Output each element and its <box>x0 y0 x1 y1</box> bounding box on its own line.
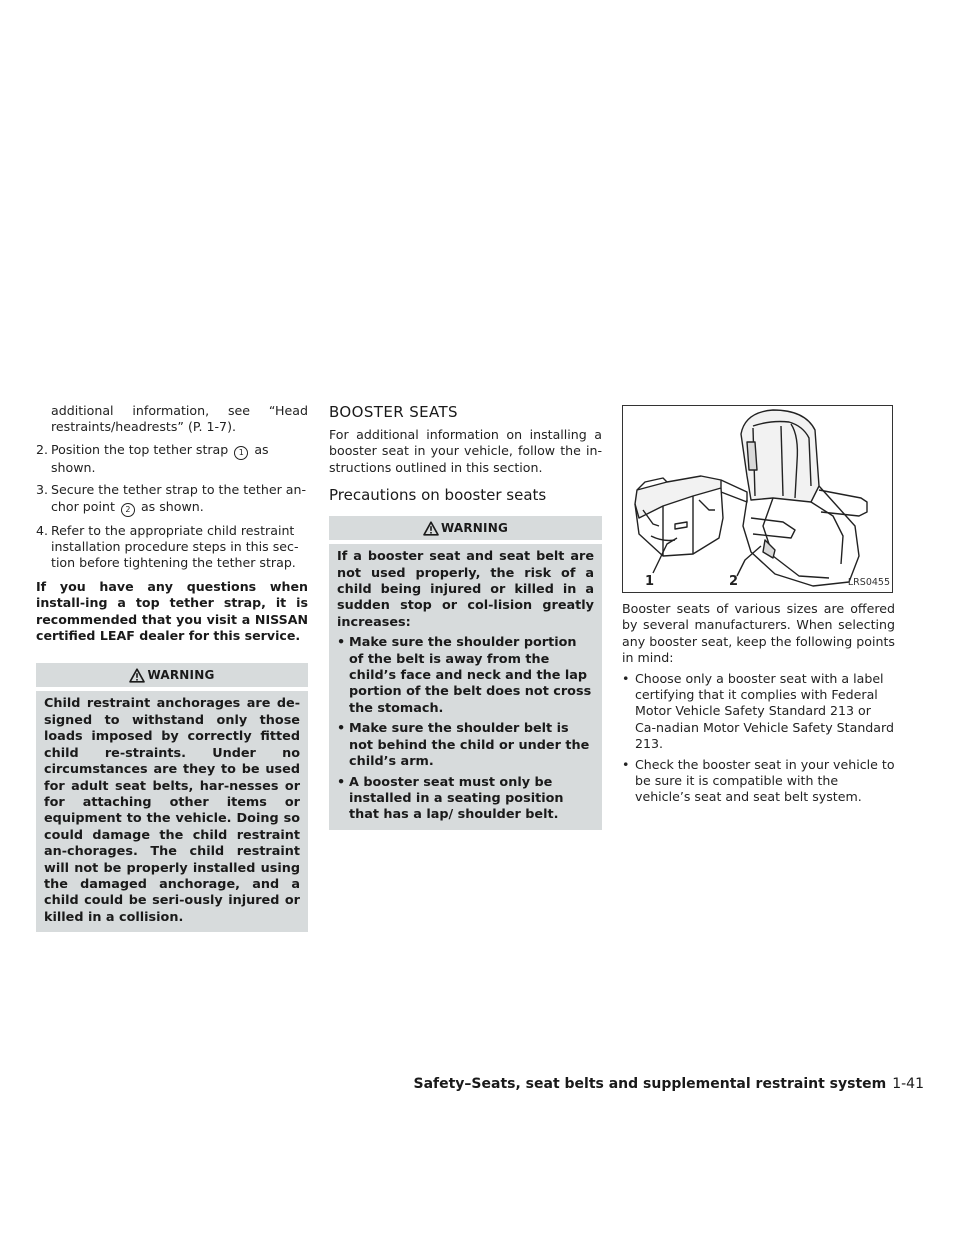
warning-bullet: • Make sure the shoulder portion of the belt is away from the child’s face and neck and the lap portion of the belt does not cross the stomach. <box>337 635 592 716</box>
warning-intro: If a booster seat and seat belt are not used properly, the risk of a child being injured or killed in a sudden stop or col-lision greatly increases: <box>337 549 594 630</box>
warning-divider <box>329 540 602 544</box>
bullet-icon: • <box>622 756 630 772</box>
page-footer <box>414 1076 925 1092</box>
marker-1-icon: 1 <box>234 446 248 460</box>
step-2 <box>36 442 308 476</box>
step-3 <box>36 482 308 516</box>
list-item: • Check the booster seat in your vehicle to be sure it is compatible with the vehicle’s seat and seat belt system. <box>622 756 895 805</box>
figure-code: LRS0455 <box>847 576 890 588</box>
warning-text: Child restraint anchorages are de-signed to withstand only those loads imposed by correctly fitted child re-straints. Under no circumstances are they to be used for adult seat belts, har-nesses or for attaching other items or equipment to the vehicle. Doing so could damage the child restraint an-chorages. The child restraint will not be properly installed using the damaged anchorage, and a child could be seri-ously injured or killed in a collision. <box>44 696 300 925</box>
page-number: 1-41 <box>892 1076 924 1092</box>
column-middle <box>329 403 602 830</box>
step-number: 4. <box>36 522 49 538</box>
booster-seat-illustration <box>623 406 892 592</box>
warning-divider <box>36 687 308 691</box>
section-title: BOOSTER SEATS <box>329 403 458 421</box>
bullet-icon: • <box>622 670 630 686</box>
step-text: Secure the tether strap to the tether an-chor point <box>51 482 306 514</box>
subsection-title: Precautions on booster seats <box>329 486 547 505</box>
booster-paragraph: Booster seats of various sizes are offered by several manufacturers. When selecting any booster seat, keep the following points in mind: <box>622 601 895 666</box>
list-item: • Choose only a booster seat with a label certifying that it complies with Federal Motor Vehicle Safety Standard 213 or Ca-nadian Motor Vehicle Safety Standard 213. <box>622 670 894 752</box>
warning-label: WARNING <box>440 521 509 536</box>
bullet-icon: • <box>337 635 346 651</box>
step-text-after: as shown. <box>51 441 269 475</box>
column-right <box>622 405 895 806</box>
callout-2: 2 <box>729 574 739 589</box>
warning-header <box>337 516 594 540</box>
warning-triangle-icon <box>129 668 145 683</box>
step-text-after: as shown. <box>140 498 204 514</box>
step-text: Position the top tether strap <box>51 441 229 457</box>
warning-box <box>36 663 308 932</box>
step-number: 2. <box>36 441 49 457</box>
warning-label: WARNING <box>147 668 215 683</box>
bullet-icon: • <box>337 721 346 737</box>
chapter-title: Safety–Seats, seat belts and supplemental restraint system <box>413 1076 887 1092</box>
column-left <box>36 403 308 932</box>
booster-seat-figure <box>622 405 893 593</box>
warning-triangle-icon <box>423 521 439 536</box>
warning-box <box>329 516 602 830</box>
bullet-icon: • <box>337 774 346 790</box>
step-text: Refer to the appropriate child restraint installation procedure steps in this sec-tion before tightening the tether strap. <box>51 522 299 571</box>
callout-1: 1 <box>645 574 655 589</box>
dealer-note: If you have any questions when install-ing a top tether strap, it is recommended that you visit a NISSAN certified LEAF dealer for this service. <box>36 578 308 644</box>
step-4 <box>36 523 308 572</box>
warning-bullet: • A booster seat must only be installed in a seating position that has a lap/ shoulder belt. <box>337 774 564 823</box>
marker-2-icon: 2 <box>121 503 135 517</box>
continuation-text: additional information, see “Head restraints/headrests” (P. 1-7). <box>51 403 308 435</box>
warning-bullet: • Make sure the shoulder belt is not behind the child or under the child’s arm. <box>337 721 590 770</box>
step-number: 3. <box>36 482 49 498</box>
section-intro: For additional information on installing a booster seat in your vehicle, follow the in-structions outlined in this section. <box>329 427 602 475</box>
warning-header <box>44 663 300 687</box>
